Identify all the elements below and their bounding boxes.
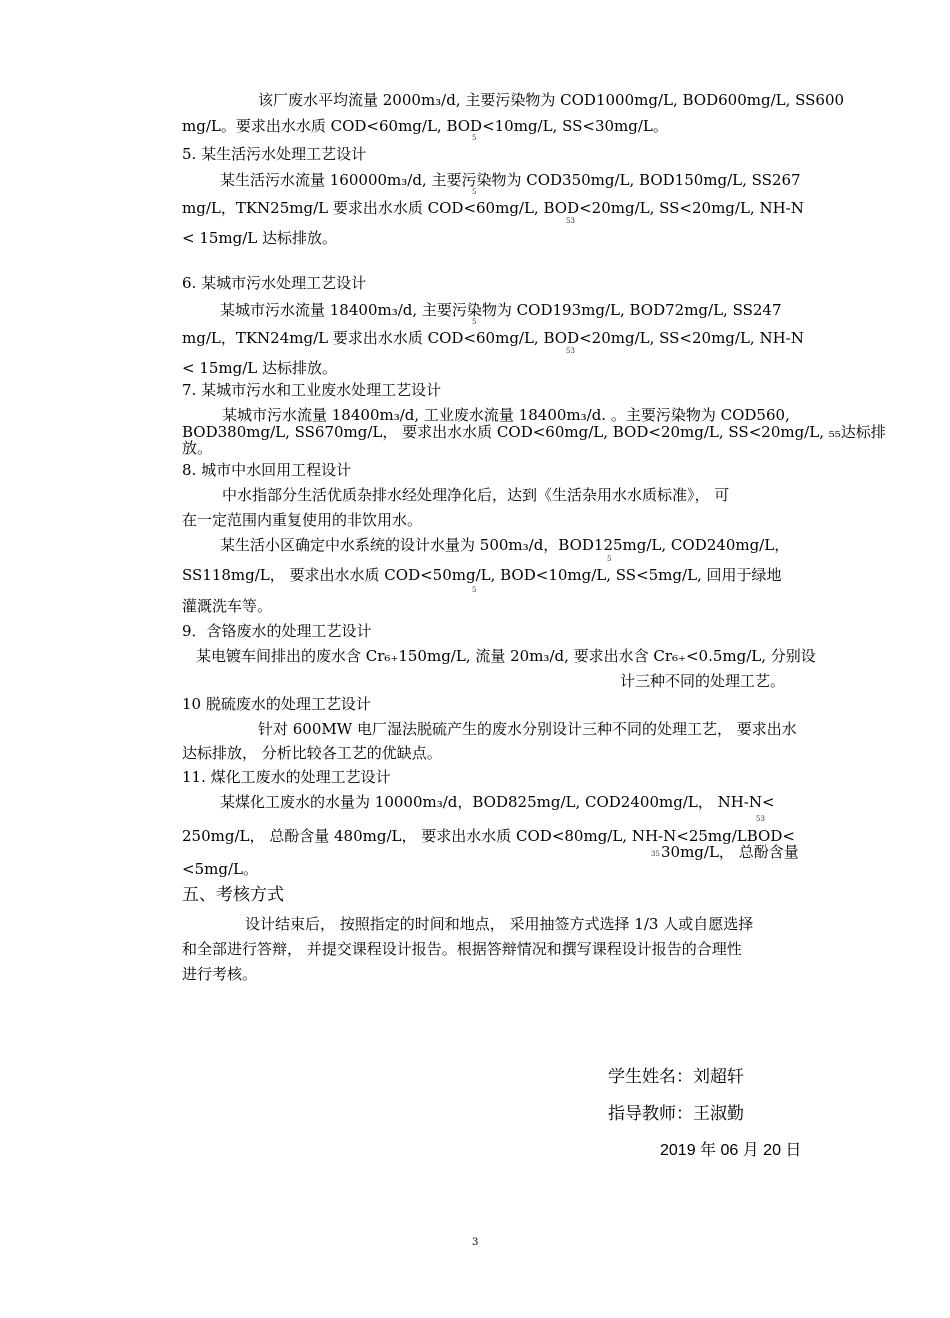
heading-7: 7. 某城市污水和工业废水处理工艺设计 [182,381,442,399]
exam-para-line-3: 进行考核。 [182,965,258,983]
para-11-line-2b: 30mg/L， 总酚含量 [661,843,799,861]
subscript: 5 [472,318,477,326]
subscript: 5 [472,134,477,142]
subscript: 5 [472,188,477,196]
teacher-name: 指导教师：王淑勤 [608,1104,744,1124]
subscript: 5 [472,586,477,594]
para-7-line-3: 放。 [182,439,213,457]
para-5-line-2: mg/L，TKN25mg/L 要求出水水质 COD<60mg/L, BOD<20mg/L, SS<20mg/L, NH-N [182,199,804,217]
heading-8: 8. 城市中水回用工程设计 [182,461,352,479]
para-9-line-2: 计三种不同的处理工艺。 [620,672,786,690]
para-7-line-2: BOD380mg/L, SS670mg/L， 要求出水水质 COD<60mg/L, BOD<20mg/L, SS<20mg/L, ₅₅达标排 [182,423,886,441]
subscript: 5 [607,555,612,563]
para-5-line-1: 某生活污水流量 160000m₃/d, 主要污染物为 COD350mg/L, BOD150mg/L, SS267 [220,171,801,189]
para-8-line-1: 中水指部分生活优质杂排水经处理净化后，达到《生活杂用水水质标准》， 可 [222,486,730,504]
heading-11: 11. 煤化工废水的处理工艺设计 [182,768,391,786]
page-number: 3 [472,1237,479,1248]
para-11-line-1: 某煤化工废水的水量为 10000m₃/d，BOD825mg/L, COD2400mg/L， NH-N< [220,793,775,811]
heading-6: 6. 某城市污水处理工艺设计 [182,274,367,292]
para-8-line-4: SS118mg/L， 要求出水水质 COD<50mg/L, BOD<10mg/L, SS<5mg/L, 回用于绿地 [182,566,782,584]
para-8-line-3: 某生活小区确定中水系统的设计水量为 500m₃/d，BOD125mg/L, COD240mg/L， [220,536,790,554]
signature-date: 2019 年 06 月 20 日 [660,1142,802,1159]
para-4-line-1: 该厂废水平均流量 2000m₃/d, 主要污染物为 COD1000mg/L, BOD600mg/L, SS600 [258,91,845,109]
para-8-line-5: 灌溉洗车等。 [182,597,273,615]
exam-para-line-2: 和全部进行答辩， 并提交课程设计报告。根据答辩情况和撰写课程设计报告的合理性 [182,940,742,958]
para-10-line-2: 达标排放， 分析比较各工艺的优缺点。 [182,744,442,762]
para-6-line-2: mg/L，TKN24mg/L 要求出水水质 COD<60mg/L, BOD<20mg/L, SS<20mg/L, NH-N [182,329,804,347]
subscript: 53 [566,347,575,355]
para-9-line-1: 某电镀车间排出的废水含 Cr₆₊150mg/L, 流量 20m₃/d, 要求出水含 Cr₆₊<0.5mg/L, 分别设 [196,647,816,665]
para-8-line-2: 在一定范围内重复使用的非饮用水。 [182,511,423,529]
exam-para-line-1: 设计结束后， 按照指定的时间和地点， 采用抽签方式选择 1/3 人或自愿选择 [245,915,754,933]
student-name: 学生姓名：刘超轩 [608,1067,744,1087]
heading-10: 10 脱硫废水的处理工艺设计 [182,695,371,713]
para-7-line-1: 某城市污水流量 18400m₃/d, 工业废水流量 18400m₃/d. 。主要污染物为 COD560, [222,406,790,424]
para-10-line-1: 针对 600MW 电厂湿法脱硫产生的废水分别设计三种不同的处理工艺， 要求出水 [258,720,797,738]
para-11-line-2: 250mg/L， 总酚含量 480mg/L， 要求出水水质 COD<80mg/L, NH-N<25mg/LBOD< [182,827,795,845]
para-6-line-1: 某城市污水流量 18400m₃/d, 主要污染物为 COD193mg/L, BOD72mg/L, SS247 [220,301,782,319]
heading-9: 9．含铬废水的处理工艺设计 [182,622,372,640]
subscript: 53 [756,815,765,823]
para-4-line-2: mg/L。要求出水水质 COD<60mg/L, BOD<10mg/L, SS<30mg/L。 [182,117,668,135]
para-11-line-3: <5mg/L。 [182,860,258,878]
subscript: 53 [566,217,575,225]
subscript: 35 [651,850,660,858]
para-6-line-3: < 15mg/L 达标排放。 [182,359,338,377]
para-5-line-3: < 15mg/L 达标排放。 [182,229,338,247]
section-heading-exam: 五、考核方式 [182,885,284,905]
heading-5: 5. 某生活污水处理工艺设计 [182,145,367,163]
